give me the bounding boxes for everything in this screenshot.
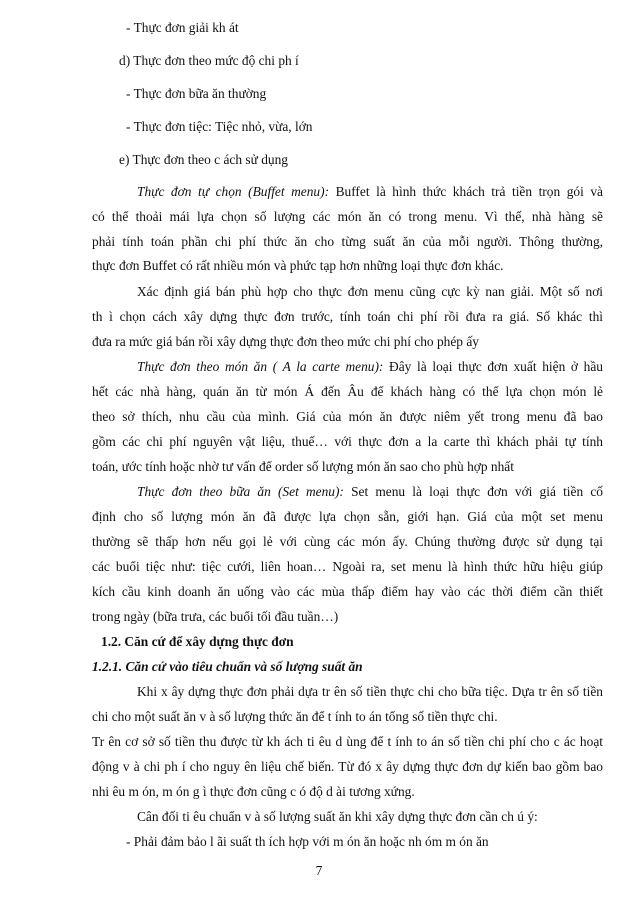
list-item: - Thực đơn giải kh át [126, 20, 239, 35]
paragraph-line: đưa ra mức giá bán rồi xây dựng thực đơn theo mức chi phí cho phép ấy [92, 334, 479, 349]
paragraph-line [137, 183, 603, 201]
paragraph-line: động v à chi ph í cho nguy ên liệu chế biến. Từ đó x ây dựng thực đơn dự kiến bao gồm bao [92, 759, 603, 774]
paragraph-line: định cho số lượng món ăn đã được lựa chọn sẵn, giới hạn. Giá của một set menu [92, 509, 603, 524]
paragraph-line: th ì chọn cách xây dựng thực đơn trước, tính toán chi phí rồi đưa ra giá. Số khác thì [92, 309, 603, 324]
paragraph-line: hết các nhà hàng, quán ăn từ món Á đến Âu để khách hàng có thể lựa chọn món lẻ [92, 384, 603, 399]
paragraph-line: Cân đối ti êu chuẩn v à số lượng suất ăn khi xây dựng thực đơn cần ch ú ý: [137, 809, 538, 824]
paragraph-line: các buổi tiệc như: tiệc cưới, liên hoan… Ngoài ra, set menu là hình thức hữu hiệu giúp [92, 559, 603, 574]
paragraph-line: Tr ên cơ sở số tiền thu được từ kh ách ti êu d ùng để t ính to án số tiền chi phí cho c ác hoạt [92, 734, 603, 749]
term-set-menu: Thực đơn theo bữa ăn (Set menu): [137, 484, 344, 499]
paragraph-line: kích cầu kinh doanh ăn uống vào các mùa thấp điểm hay vào các thời điểm cần thiết [92, 584, 603, 599]
paragraph-line: Khi x ây dựng thực đơn phải dựa tr ên số tiền thực chi cho bữa tiệc. Dựa tr ên số tiền [137, 684, 603, 699]
paragraph-line: trong ngày (bữa trưa, các buổi tối đầu tuần…) [92, 609, 339, 624]
paragraph-line: thực đơn Buffet có rất nhiều món và phức tạp hơn những loại thực đơn khác. [92, 258, 504, 273]
paragraph-line [137, 358, 603, 376]
paragraph-line: theo sở thích, nhu cầu của mình. Giá của món ăn được niêm yết trong menu đã bao [92, 409, 603, 424]
paragraph-line: toán, ước tính hoặc nhờ tư vấn để order số lượng món ăn sao cho phù hợp nhất [92, 459, 514, 474]
list-heading: e) Thực đơn theo c ách sử dụng [119, 152, 288, 167]
paragraph-text: Buffet là hình thức khách trả tiền trọn gói và [329, 184, 603, 199]
paragraph-line: phải tính toán phần chi phí thức ăn cho từng suất ăn của mỗi người. Thông thường, [92, 234, 603, 249]
term-a-la-carte: Thực đơn theo món ăn ( A la carte menu): [137, 359, 384, 374]
section-heading: 1.2. Căn cứ để xây dựng thực đơn [101, 634, 294, 649]
list-item: - Thực đơn bữa ăn thường [126, 86, 267, 101]
term-buffet: Thực đơn tự chọn (Buffet menu): [137, 184, 330, 199]
paragraph-line: có thể thoải mái lựa chọn số lượng các món ăn có trong menu. Vì thế, nhà hàng sẽ [92, 209, 603, 224]
paragraph-line: gồm các chi phí nguyên vật liệu, thuế… với thực đơn a la carte thì khách phải tự tính [92, 434, 603, 449]
page-number: 7 [315, 863, 323, 878]
list-item: - Phải đảm bảo l ãi suất th ích hợp với m ón ăn hoặc nh óm m ón ăn [126, 834, 489, 849]
subsection-heading: 1.2.1. Căn cứ vào tiêu chuẩn và số lượng suất ăn [92, 659, 363, 674]
paragraph-text: Đây là loại thực đơn xuất hiện ở hầu [383, 359, 603, 374]
paragraph-line: Xác định giá bán phù hợp cho thực đơn menu cũng cực kỳ nan giải. Một số nơi [137, 284, 603, 299]
paragraph-line: thường sẽ thấp hơn nếu gọi lẻ với cùng các món ấy. Chúng thường được sử dụng tại [92, 534, 603, 549]
list-item: - Thực đơn tiệc: Tiệc nhỏ, vừa, lớn [126, 119, 313, 134]
paragraph-text: Set menu là loại thực đơn với giá tiền cố [343, 484, 603, 499]
paragraph-line: nhi êu m ón, m ón g ì thực đơn cũng c ó độ d ài tương xứng. [92, 784, 415, 799]
list-heading: d) Thực đơn theo mức độ chi ph í [119, 53, 299, 68]
paragraph-line [137, 483, 603, 501]
paragraph-line: chi cho một suất ăn v à số lượng thức ăn để t ính to án tổng số tiền thực chi. [92, 709, 498, 724]
